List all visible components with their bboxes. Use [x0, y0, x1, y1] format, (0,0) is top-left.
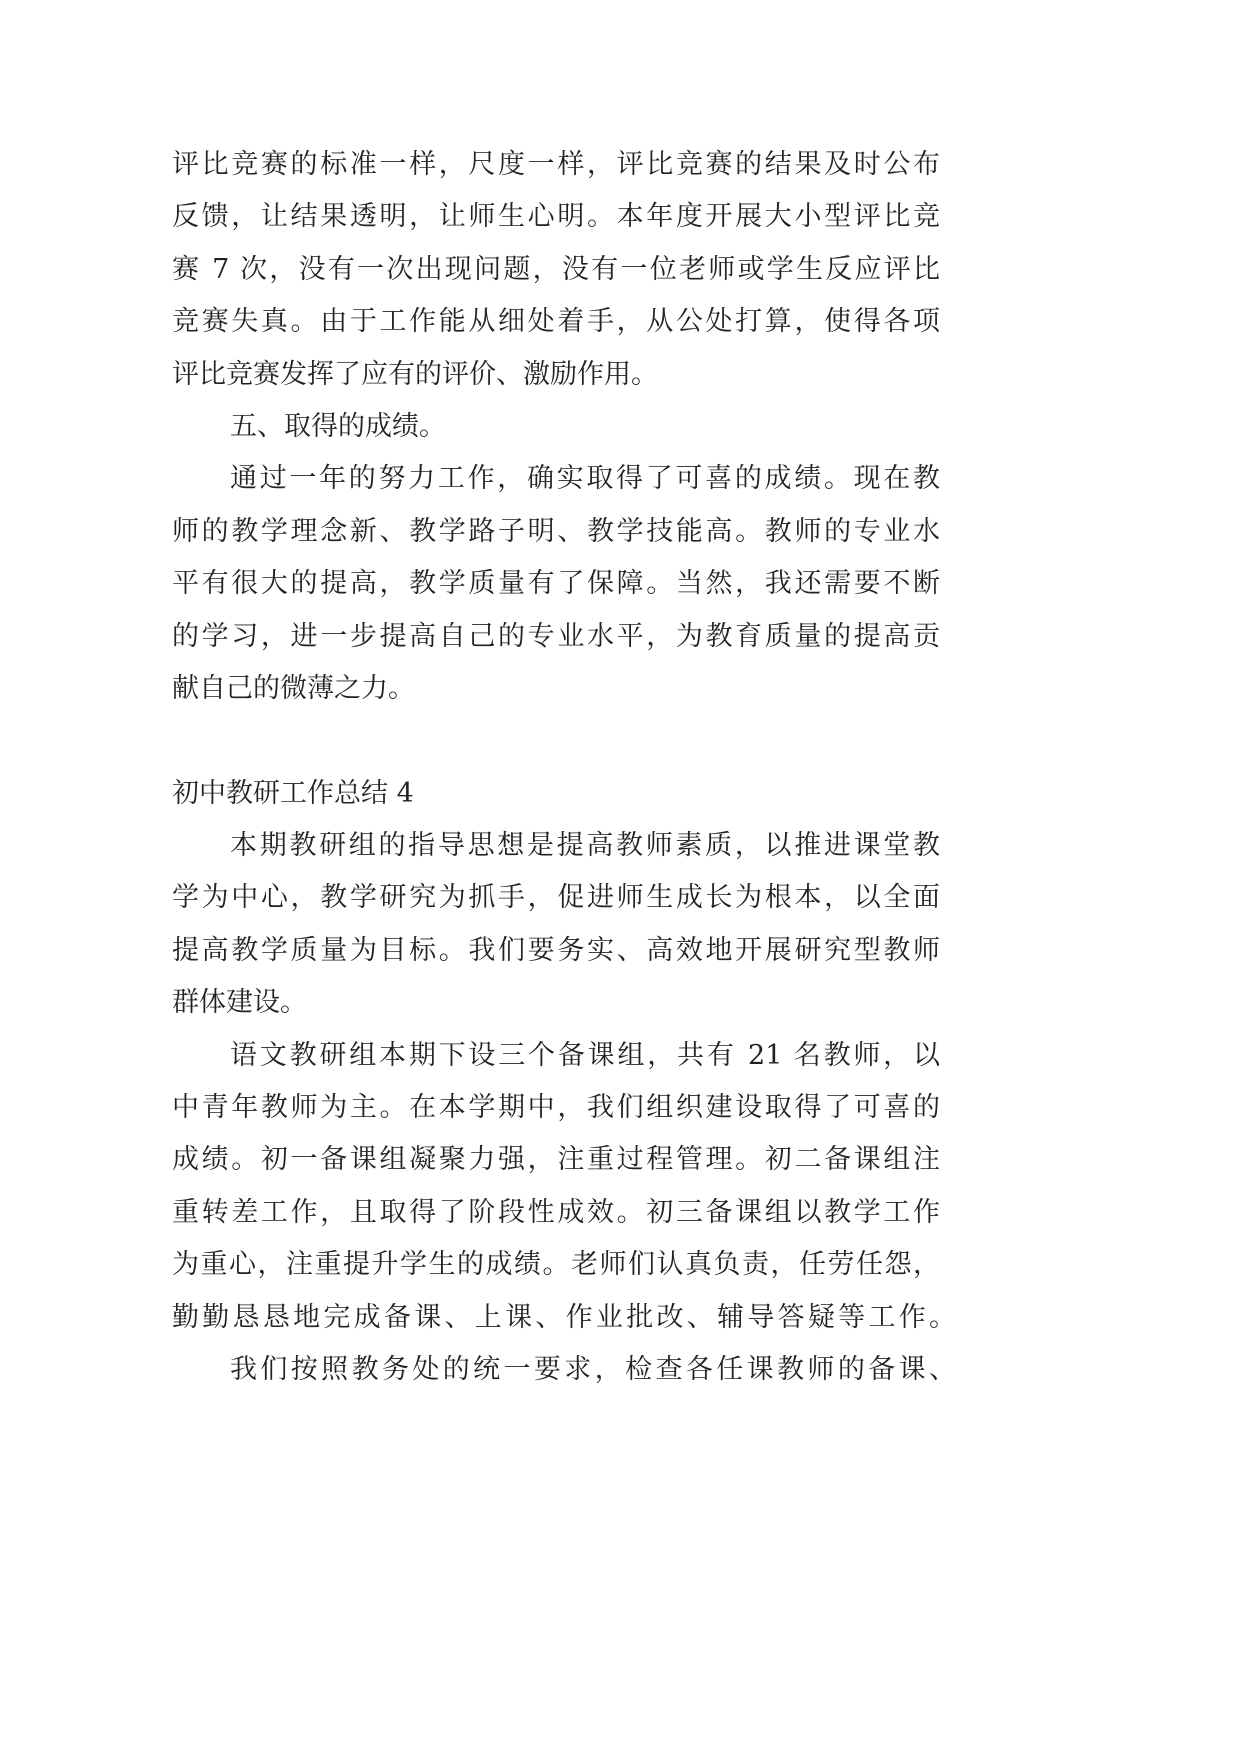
body-line: 勤勤恳恳地完成备课、上课、作业批改、辅导答疑等工作。 — [172, 1301, 956, 1333]
body-line: 反馈，让结果透明，让师生心明。本年度开展大小型评比竞 — [172, 201, 940, 233]
body-line: 群体建设。 — [172, 987, 307, 1019]
blank-line — [172, 715, 962, 767]
body-line: 学为中心，教学研究为抓手，促进师生成长为根本，以全面 — [172, 882, 940, 914]
body-line: 评比竞赛的标准一样，尺度一样，评比竞赛的结果及时公布 — [172, 149, 940, 180]
body-line: 师的教学理念新、教学路子明、教学技能高。教师的专业水 — [172, 515, 940, 547]
body-line: 评比竞赛发挥了应有的评价、激励作用。 — [172, 358, 658, 390]
body-line: 我们按照教务处的统一要求，检查各任课教师的备课、 — [230, 1353, 956, 1385]
body-line: 为重心，注重提升学生的成绩。老师们认真负责，任劳任怨， — [172, 1249, 940, 1281]
body-line: 竞赛失真。由于工作能从细处着手，从公处打算，使得各项 — [172, 306, 940, 338]
section-title: 初中教研工作总结 4 — [172, 777, 414, 809]
document-body — [172, 139, 962, 1396]
body-line: 成绩。初一备课组凝聚力强，注重过程管理。初二备课组注 — [172, 1144, 940, 1176]
body-line: 平有很大的提高，教学质量有了保障。当然，我还需要不断 — [172, 568, 940, 600]
body-line: 语文教研组本期下设三个备课组，共有 21 名教师，以 — [230, 1039, 940, 1071]
body-line: 提高教学质量为目标。我们要务实、高效地开展研究型教师 — [172, 934, 940, 966]
body-line: 本期教研组的指导思想是提高教师素质，以推进课堂教 — [230, 830, 940, 862]
body-line: 中青年教师为主。在本学期中，我们组织建设取得了可喜的 — [172, 1092, 940, 1124]
body-line: 献自己的微薄之力。 — [172, 672, 415, 704]
body-line: 通过一年的努力工作，确实取得了可喜的成绩。现在教 — [230, 463, 940, 495]
body-line: 重转差工作，且取得了阶段性成效。初三备课组以教学工作 — [172, 1196, 940, 1228]
body-line: 赛 7 次，没有一次出现问题，没有一位老师或学生反应评比 — [172, 253, 940, 285]
subheading-achievements: 五、取得的成绩。 — [230, 410, 446, 442]
body-line: 的学习，进一步提高自己的专业水平，为教育质量的提高贡 — [172, 620, 940, 652]
